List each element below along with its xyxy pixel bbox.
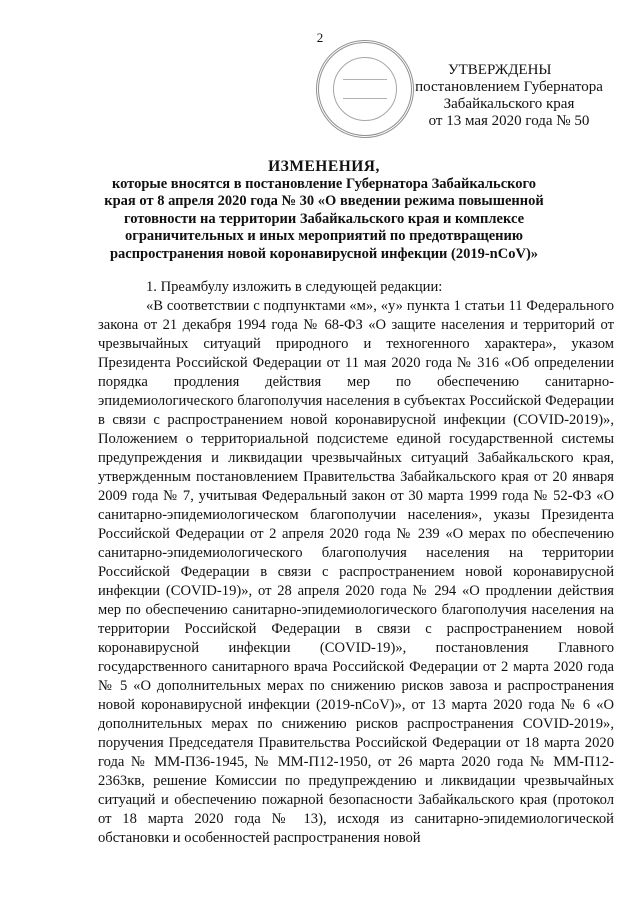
paragraph-1: 1. Преамбулу изложить в следующей редакции: — [146, 279, 443, 295]
seal-center-mark — [343, 79, 387, 99]
approval-block — [404, 62, 614, 130]
official-seal-stamp — [316, 40, 414, 138]
approval-line-1: постановлением Губернатора — [415, 79, 603, 95]
approval-line-3: от 13 мая 2020 года № 50 — [428, 113, 590, 129]
page-number: 2 — [316, 30, 324, 45]
heading-title: ИЗМЕНЕНИЯ, — [268, 158, 380, 175]
paragraph-2: «В соответствии с подпунктами «м», «у» пункта 1 статьи 11 Федерального закона от 21 декабря 1994 года № 68-ФЗ «О защите населения и территорий от чрезвычайных ситуаций природного и техногенного характера», указом Президента Российской Федерации от 11 мая 2020 года № 316 «Об определении порядка продления действия мер по обеспечению санитарно-эпидемиологического благополучия населения в субъектах Российской Федерации в связи с распространением новой коронавирусной инфекции (COVID-2019)», Положением о территориальной подсистеме единой государственной системы предупреждения и ликвидации чрезвычайных ситуаций Забайкальского края, утвержденным постановлением Правительства Забайкальского края от 20 января 2009 года № 7, учитывая Федеральный закон от 30 марта 1999 года № 52-ФЗ «О санитарно-эпидемиологическом благополучии населения», указы Президента Российской Федерации от 2 апреля 2020 года № 239 «О мерах по обеспечению санитарно-эпидемиологического благополучия населения на территории Российской Федерации в связи с распространением новой коронавирусной инфекции (COVID-19)», от 28 апреля 2020 года № 294 «О продлении действия мер по обеспечению санитарно-эпидемиологического благополучия населения на территории Российской Федерации в связи с распространением новой коронавирусной инфекции (COVID-19)», постановления Главного государственного санитарного врача Российской Федерации от 2 марта 2020 года № 5 «О дополнительных мерах по снижению рисков завоза и распространения новой коронавирусной инфекции (2019-nCoV)», от 13 марта 2020 года № 6 «О дополнительных мерах по снижению рисков распространения COVID-2019», поручения Председателя Правительства Российской Федерации от 18 марта 2020 года № ММ-П36-1945, № ММ-П12-1950, от 26 марта 2020 года № ММ-П12-2363кв, решение Комиссии по предупреждению и ликвидации чрезвычайных ситуаций и обеспечению пожарной безопасности Забайкальского края (протокол от 18 марта 2020 года № 13), исходя из санитарно-эпидемиологической обстановки и особенностей распространения новой — [98, 298, 614, 846]
approval-line-2: Забайкальского края — [443, 96, 575, 112]
document-heading — [98, 158, 550, 264]
approval-title: УТВЕРЖДЕНЫ — [448, 62, 552, 78]
heading-subtitle: которые вносятся в постановление Губернатора Забайкальского края от 8 апреля 2020 года № 30 «О введении режима повышенной готовности на территории Забайкальского края и комплексе ограничительных и иных мероприятий по предотвращению распространения новой коронавирусной инфекции (2019-nCoV)» — [104, 175, 544, 262]
document-body — [98, 278, 614, 848]
